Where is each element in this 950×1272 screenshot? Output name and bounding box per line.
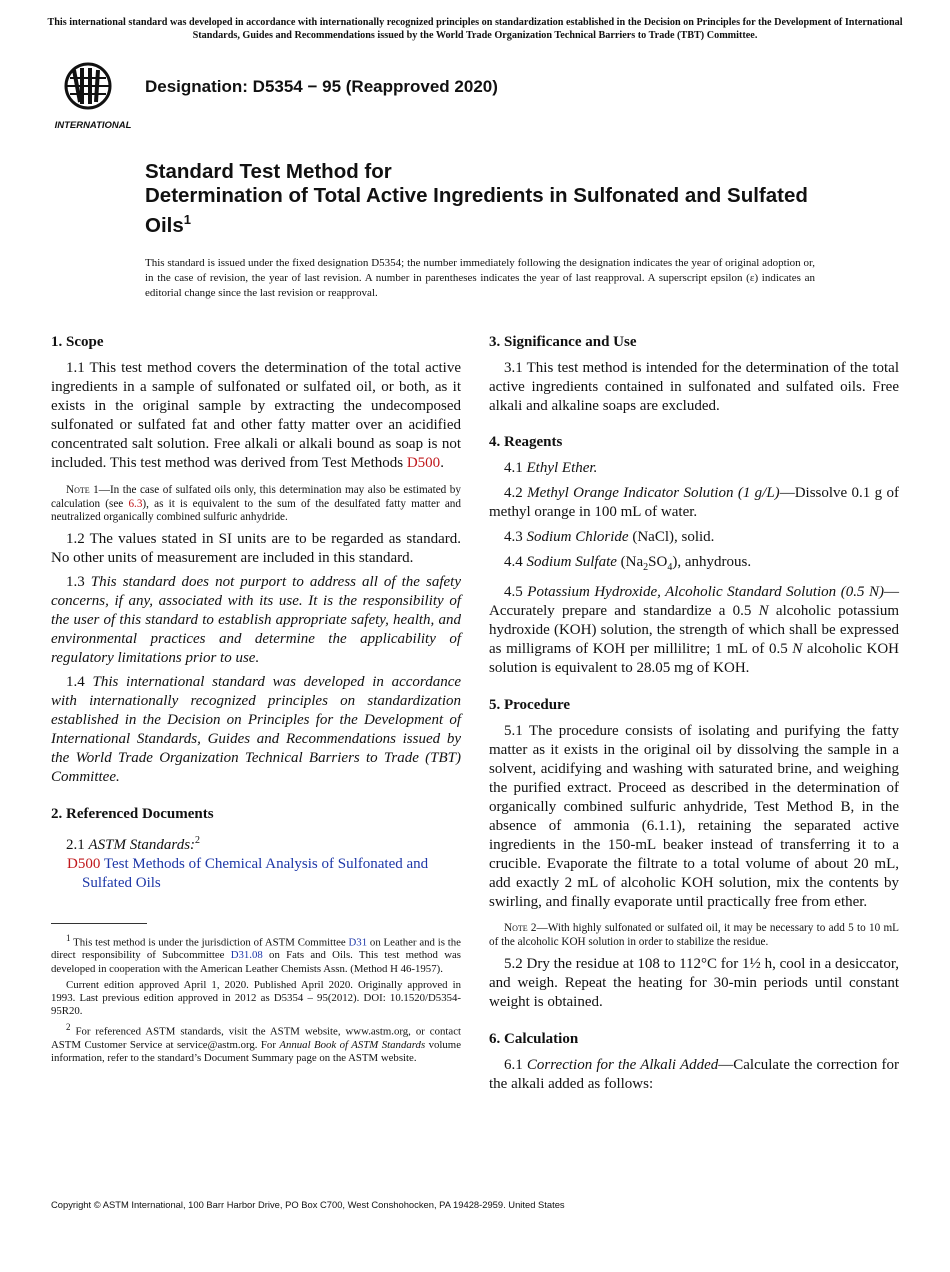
- issue-note: This standard is issued under the fixed designation D5354; the number immediately following the designation indicates the year of original adoption or, in the case of revision, the year of last revision. A number in parentheses indicates the year of last reapproval. A superscript epsilon (ε) indicates an editorial change since the last revision or reapproval.: [145, 257, 815, 299]
- ref-code-d500[interactable]: D500: [67, 855, 101, 872]
- para-6-1: 6.1 Correction for the Alkali Added—Calculate the correction for the alkali added as follows:: [489, 1057, 899, 1092]
- logo-text: INTERNATIONAL: [54, 120, 132, 131]
- section-heading-reagents: 4. Reagents: [489, 434, 563, 450]
- para-4-5: 4.5 Potassium Hydroxide, Alcoholic Standard Solution (0.5 N)—Accurately prepare and standardize a 0.5 N alcoholic potassium hydroxide (KOH) solution, the strength of which shall be expressed as milligrams of KOH per millilitre; 1 mL of 0.5 N alcoholic KOH solution is equivalent to 28.05 mg of KOH.: [489, 584, 899, 676]
- title-line-1: Standard Test Method for: [145, 160, 392, 183]
- section-heading-scope: 1. Scope: [51, 334, 104, 350]
- para-4-4: 4.4 Sodium Sulfate $(Na_2SO_4)$, anhydrous.: [504, 554, 752, 573]
- note-1: Note 1—In the case of sulfated oils only, this determination may also be estimated by calculation (see 6.3), as it is equivalent to the sum of the desulfated fatty matter and neutralized organically combined sulfuric anhydride.: [51, 484, 461, 523]
- footnote-link-d31-08[interactable]: D31.08: [230, 949, 263, 962]
- section-heading-calculation: 6. Calculation: [489, 1031, 579, 1047]
- title-line-2: Determination of Total Active Ingredients in Sulfonated and Sulfated Oils$^1$: [145, 184, 808, 237]
- document-title: [145, 160, 845, 238]
- para-4-1: 4.1 Ethyl Ether.: [504, 460, 598, 476]
- note-2: Note 2—With highly sulfonated or sulfated oil, it may be necessary to add 5 to 10 mL of the alcoholic KOH solution in order to stabilize the residue.: [489, 922, 899, 948]
- ref-link-d500[interactable]: D500: [406, 455, 441, 471]
- footnote-link-d31[interactable]: D31: [348, 936, 368, 949]
- section-heading-referenced-documents: 2. Referenced Documents: [51, 805, 214, 822]
- right-column: [489, 333, 899, 1094]
- para-1-4: 1.4 This international standard was developed in accordance with internationally recognized principles on standardization established in the Decision on Principles for the Development of International Standards, Guides and Recommendations issued by the World Trade Organization Technical Barriers to Trade (TBT) Committee.: [51, 673, 462, 785]
- header-notice: This international standard was developed in accordance with internationally recognized principles on standardization established in the Decision on Principles for the Development of International Standards, Guides and Recommendations issued by the World Trade Organization Technical Barriers to Trade (TBT) Committee.: [47, 17, 903, 41]
- para-1-3: 1.3 This standard does not purport to address all of the safety concerns, if any, associated with its use. It is the responsibility of the user of this standard to establish appropriate safety, health, and environmental practices and determine the applicability of regulatory limitations prior to use.: [51, 573, 461, 666]
- copyright-footer: Copyright © ASTM International, 100 Barr Harbor Drive, PO Box C700, West Conshohocken, PA 19428-2959. United States: [51, 1199, 565, 1210]
- para-2-1: 2.1 ASTM Standards:$^2$: [66, 834, 201, 853]
- para-1-1: 1.1 This test method covers the determination of the total active ingredients in a sample of sulfonated or sulfated oil, or both, as it exists in the original sample by extracting the undecomposed sulfonated or sulfated fat and other fatty matter over an acidified concentrated salt solution. Free alkali or alkali bound as soap is not included. This test method was derived from Test Methods D500.: [51, 360, 461, 471]
- para-4-2: 4.2 Methyl Orange Indicator Solution (1 g/L)—Dissolve 0.1 g of methyl orange in 100 mL of water.: [489, 485, 899, 520]
- section-heading-significance: 3. Significance and Use: [489, 334, 637, 350]
- para-4-3: 4.3 Sodium Chloride (NaCl), solid.: [504, 529, 715, 545]
- para-1-2: 1.2 The values stated in SI units are to be regarded as standard. No other units of measurement are included in this standard.: [51, 530, 461, 566]
- title-footnote-mark: 1: [183, 212, 191, 227]
- footnote-1-edition: Current edition approved April 1, 2020. Published April 2020. Originally approved in 1993. Last previous edition approved in 2012 as D5354 – 95(2012). DOI: 10.1520/D5354-95R20.: [51, 978, 461, 1018]
- left-column: [51, 333, 461, 1066]
- ref-link-6-3[interactable]: 6.3: [128, 497, 143, 510]
- ref-title-d500[interactable]: Test Methods of Chemical Analysis of Sulfonated and Sulfated Oils: [82, 855, 429, 891]
- para-5-2: 5.2 Dry the residue at 108 to 112°C for 1½ h, cool in a desiccator, and weigh. Repeat the heating for 30-min periods until constant weight is obtained.: [489, 956, 899, 1010]
- referenced-document-d500[interactable]: [51, 855, 461, 893]
- footnote-1: $^1$ This test method is under the jurisdiction of ASTM Committee D31 on Leather and is the direct responsibility of Subcommittee D31.08 on Fats and Oils. This test method was developed in cooperation with the American Leather Chemists Assn. (Method H 46-1957).: [51, 932, 461, 975]
- para-3-1: 3.1 This test method is intended for the determination of the total active ingredients contained in sulfonated and sulfated oils. Free alkali and alkaline soaps are excluded.: [489, 360, 899, 414]
- astm-logo: [52, 56, 134, 132]
- footnote-rule: [51, 923, 147, 924]
- designation: Designation: D5354 − 95 (Reapproved 2020): [145, 77, 498, 96]
- footnote-2: $^2$ For referenced ASTM standards, visit the ASTM website, www.astm.org, or contact ASTM Customer Service at service@astm.org. For Annual Book of ASTM Standards volume information, refer to the standard’s Document Summary page on the ASTM website.: [51, 1022, 461, 1065]
- para-5-1: 5.1 The procedure consists of isolating and purifying the fatty matter as it exists in the original oil by dissolving the sample in a solvent, acidifying and washing with saturated brine, and weighing the purified extract. Proceed as described in the determination of organically combined sulfuric anhydride, Test Method B, in the absence of ammonia (6.1.1), retaining the separated active ingredients in the 150-mL beaker instead of transferring it to a crucible. Evaporate the filtrate to a total volume of about 20 mL, add exactly 2 mL of alcoholic KOH solution, mix the contents by swirling, and finally evaporate until practically free from ether.: [489, 723, 899, 910]
- section-heading-procedure: 5. Procedure: [489, 697, 571, 713]
